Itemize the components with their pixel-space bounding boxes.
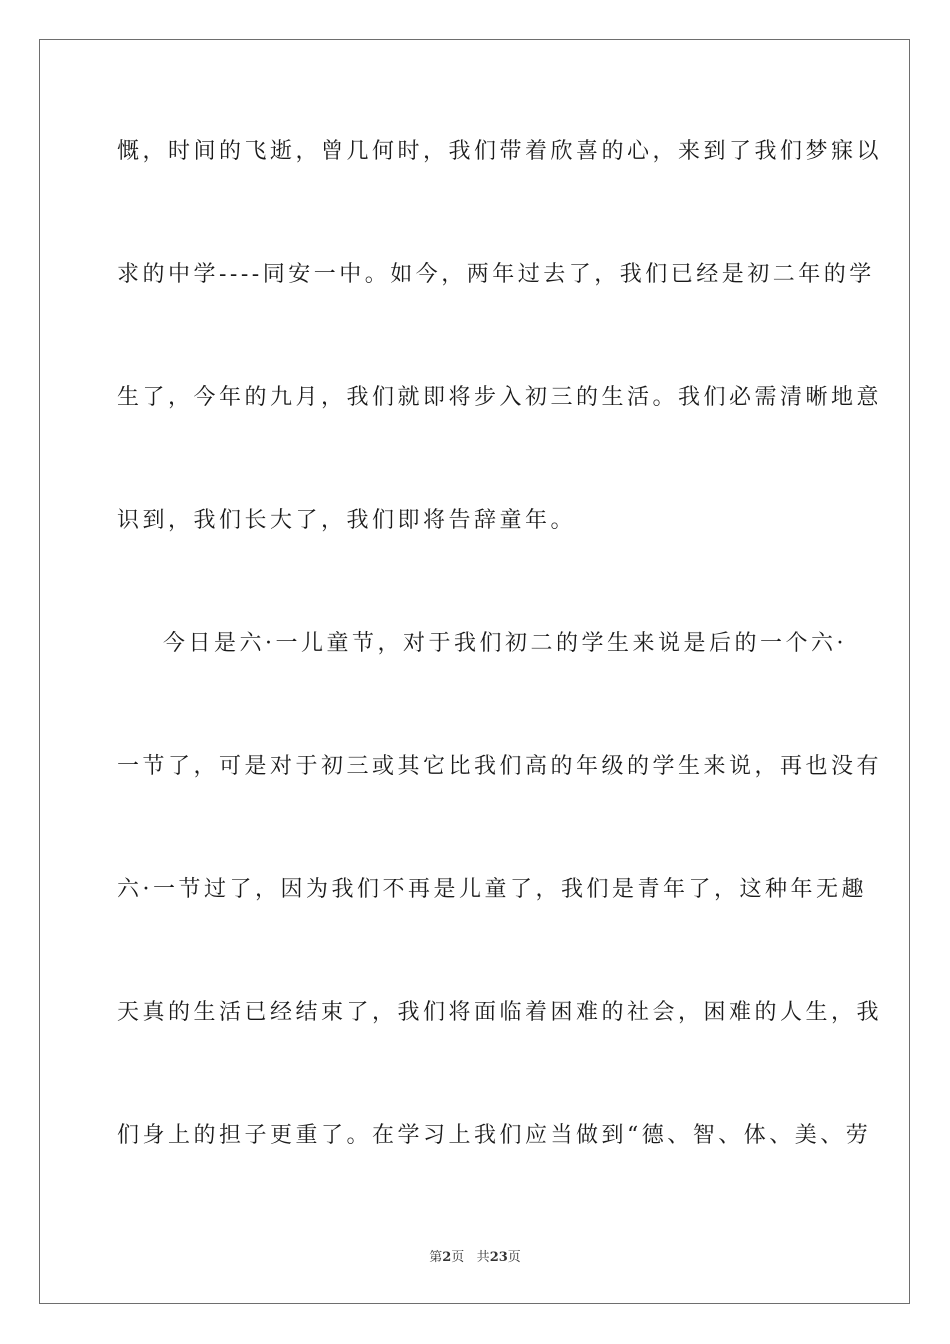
footer-total-suffix: 页 <box>507 1250 521 1265</box>
footer-page-suffix: 页 <box>451 1250 465 1265</box>
current-page-number: 2 <box>442 1250 452 1265</box>
footer-prefix: 第 <box>429 1250 443 1265</box>
paragraph-first-line: 今日是六·一儿童节，对于我们初二的学生来说是后的一个六· <box>163 631 847 656</box>
page-border <box>39 39 910 1304</box>
text-line: 们身上的担子更重了。在学习上我们应当做到“德、智、体、美、劳 <box>117 1123 872 1148</box>
text-line: 识到，我们长大了，我们即将告辞童年。 <box>117 508 577 533</box>
text-line: 求的中学----同安一中。如今，两年过去了，我们已经是初二年的学 <box>117 262 875 287</box>
text-line: 生了，今年的九月，我们就即将步入初三的生活。我们必需清晰地意 <box>117 385 883 410</box>
text-line: 天真的生活已经结束了，我们将面临着困难的社会，困难的人生，我 <box>117 1000 883 1025</box>
page-footer <box>0 1246 950 1265</box>
footer-total-prefix: 共 <box>476 1250 490 1265</box>
text-line: 一节了，可是对于初三或其它比我们高的年级的学生来说，再也没有 <box>117 754 883 779</box>
total-page-count: 23 <box>489 1250 508 1265</box>
text-line: 慨，时间的飞逝，曾几何时，我们带着欣喜的心，来到了我们梦寐以 <box>117 139 883 164</box>
text-line: 六·一节过了，因为我们不再是儿童了，我们是青年了，这种年无趣 <box>117 877 867 902</box>
